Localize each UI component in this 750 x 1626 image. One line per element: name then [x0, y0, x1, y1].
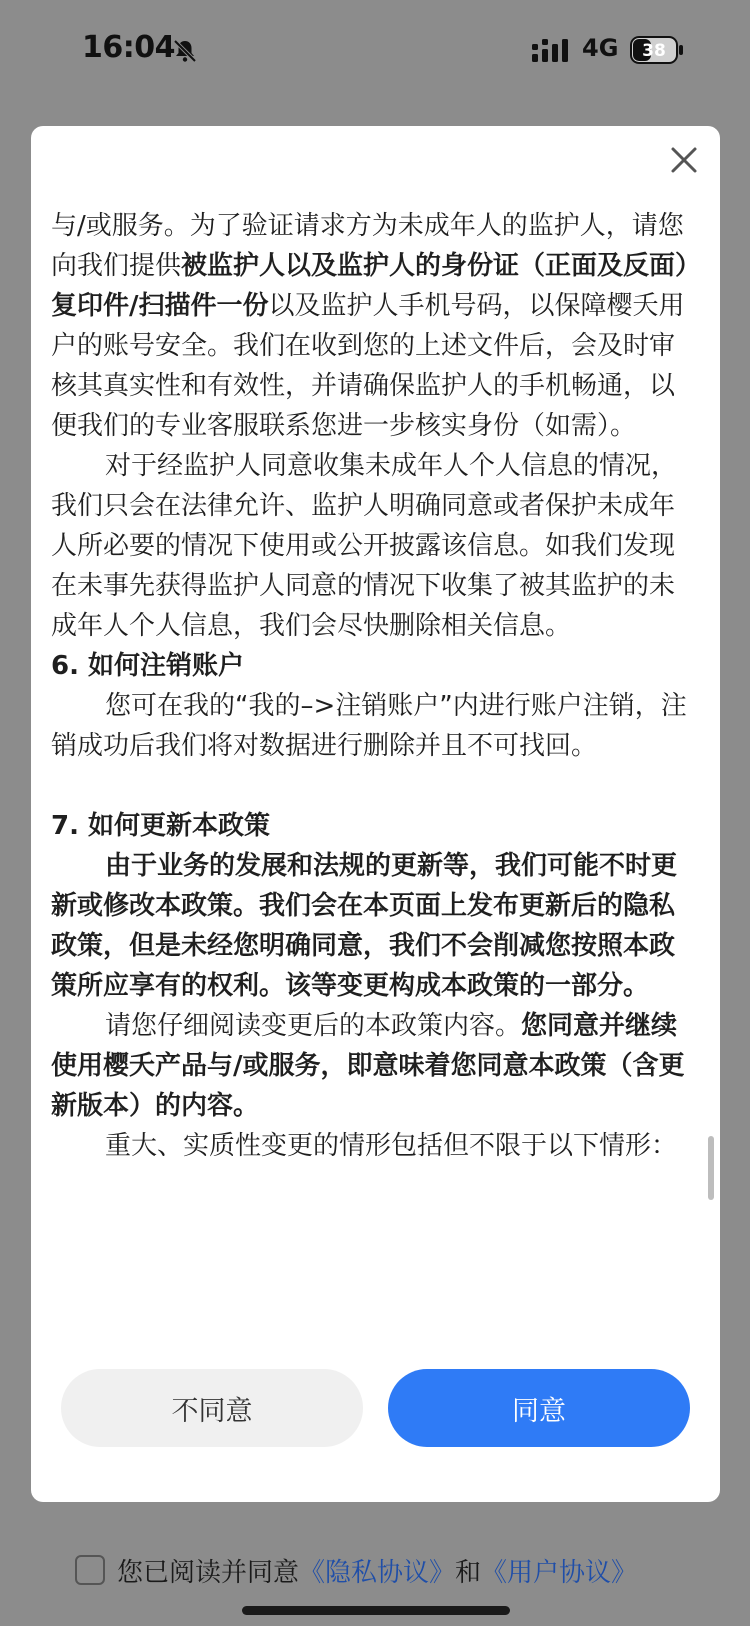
- battery-icon: [630, 36, 684, 64]
- consent-checkbox[interactable]: [75, 1555, 105, 1585]
- user-agreement-link[interactable]: 《用户协议》: [481, 1557, 638, 1588]
- home-indicator[interactable]: [242, 1606, 510, 1615]
- network-type: 4G: [582, 34, 619, 62]
- battery-level: 38: [642, 41, 666, 61]
- consent-and: 和: [455, 1557, 482, 1588]
- spacer: [51, 766, 697, 806]
- consent-row: [75, 1550, 637, 1590]
- section-heading-7: 7. 如何更新本政策: [51, 811, 271, 841]
- policy-paragraph: 您可在我的“我的–>注销账户”内进行账户注销，注销成功后我们将对数据进行删除并且不可找回。: [51, 691, 687, 761]
- policy-text-scroll[interactable]: [51, 206, 697, 1456]
- policy-paragraph: 由于业务的发展和法规的更新等，我们可能不时更新或修改本政策。我们会在本页面上发布更新后的隐私政策，但是未经您明确同意，我们不会削减您按照本政策所应享有的权利。该等变更构成本政策的一部分。: [51, 851, 678, 1001]
- status-bar: [0, 0, 750, 100]
- agree-button[interactable]: 同意: [388, 1369, 690, 1447]
- consent-text: 您已阅读并同意: [117, 1557, 300, 1588]
- privacy-agreement-link[interactable]: 《隐私协议》: [299, 1557, 456, 1588]
- policy-paragraph: 对于经监护人同意收集未成年人个人信息的情况，我们只会在法律允许、监护人明确同意或者保护未成年人所必要的情况下使用或公开披露该信息。如我们发现在未事先获得监护人同意的情况下收集了被其监护的未成年人个人信息，我们会尽快删除相关信息。: [51, 451, 678, 641]
- policy-paragraph: 请您仔细阅读变更后的本政策内容。您同意并继续使用樱夭产品与/或服务，即意味着您同意本政策（含更新版本）的内容。: [51, 1011, 685, 1121]
- privacy-policy-dialog: [31, 126, 720, 1502]
- status-time: 16:04: [82, 30, 175, 65]
- close-icon[interactable]: [664, 140, 704, 180]
- disagree-button[interactable]: 不同意: [61, 1369, 363, 1447]
- section-heading-6: 6. 如何注销账户: [51, 651, 245, 681]
- policy-paragraph: 与/或服务。为了验证请求方为未成年人的监护人，请您向我们提供被监护人以及监护人的身份证（正面及反面）复印件/扫描件一份以及监护人手机号码，以保障樱夭用户的账号安全。我们在收到您的上述文件后，会及时审核其真实性和有效性，并请确保监护人的手机畅通，以便我们的专业客服联系您进一步核实身份（如需）。: [51, 211, 689, 441]
- bell-muted-icon: [172, 38, 198, 64]
- scrollbar-thumb[interactable]: [708, 1136, 714, 1200]
- signal-icon: [532, 38, 570, 64]
- policy-paragraph: 重大、实质性变更的情形包括但不限于以下情形：: [105, 1131, 678, 1161]
